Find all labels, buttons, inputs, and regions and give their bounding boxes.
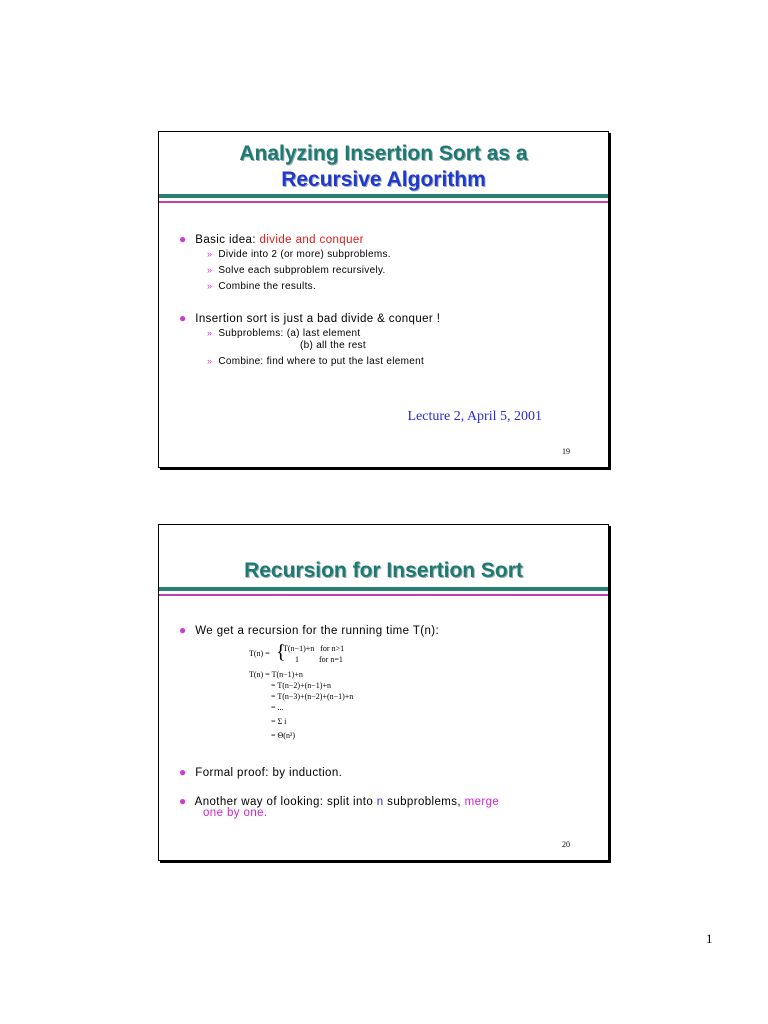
slide-19 bbox=[158, 131, 609, 468]
sub-bullet-icon: » bbox=[207, 249, 213, 259]
bullet-basic-idea: ● Basic idea: divide and conquer bbox=[179, 232, 364, 246]
title-rule-teal bbox=[159, 587, 608, 591]
recurrence-equations: T(n) = { T(n−1)+n for n>1 1 for n=1 T(n) = T(n−1)+n = T(n−2)+(n−1)+n = T(n−3)+(n−2)+(n−1)+n = ... = Σ i = Θ(n²) bbox=[249, 641, 354, 740]
title-line-2: Recursive Algorithm bbox=[281, 168, 486, 191]
sub-bullet: » Divide into 2 (or more) subproblems. bbox=[207, 249, 391, 260]
bullet-dot-icon: ● bbox=[179, 765, 187, 779]
sub-bullet: » Combine: find where to put the last element bbox=[207, 356, 425, 367]
bullet-dot-icon: ● bbox=[179, 623, 187, 637]
bullet-another-way: ● Another way of looking: split into n subproblems, merge bbox=[179, 794, 500, 808]
bullet-recursion: ● We get a recursion for the running time T(n): bbox=[179, 623, 440, 637]
bullet-formal-proof: ● Formal proof: by induction. bbox=[179, 765, 343, 779]
title-rule-magenta bbox=[159, 201, 608, 203]
brace-icon: { bbox=[276, 641, 286, 663]
slide-number: 20 bbox=[562, 840, 570, 849]
page-number: 1 bbox=[706, 931, 713, 946]
slide-title: Recursion for Insertion Sort bbox=[244, 559, 523, 582]
sub-bullet-continuation: (b) all the rest bbox=[300, 340, 366, 351]
sub-bullet: » Combine the results. bbox=[207, 281, 317, 292]
title-rule-magenta bbox=[159, 594, 608, 596]
slide-title bbox=[159, 141, 608, 193]
lecture-date: Lecture 2, April 5, 2001 bbox=[407, 409, 542, 424]
bullet-continuation: one by one. bbox=[203, 807, 268, 819]
slide-number: 19 bbox=[562, 447, 570, 456]
bullet-dot-icon: ● bbox=[179, 232, 187, 246]
slide-20 bbox=[158, 524, 609, 861]
sub-bullet-icon: » bbox=[207, 356, 213, 366]
highlight-text: divide and conquer bbox=[259, 234, 364, 246]
title-line-1: Analyzing Insertion Sort as a bbox=[239, 142, 528, 165]
sub-bullet-icon: » bbox=[207, 281, 213, 291]
title-rule-teal bbox=[159, 194, 608, 198]
bullet-insertion-sort: ● Insertion sort is just a bad divide & conquer ! bbox=[179, 311, 441, 325]
bullet-dot-icon: ● bbox=[179, 794, 187, 808]
sub-bullet-icon: » bbox=[207, 265, 213, 275]
sub-bullet: » Solve each subproblem recursively. bbox=[207, 265, 386, 276]
sub-bullet: » Subproblems: (a) last element bbox=[207, 328, 361, 339]
bullet-dot-icon: ● bbox=[179, 311, 187, 325]
sub-bullet-icon: » bbox=[207, 328, 213, 338]
